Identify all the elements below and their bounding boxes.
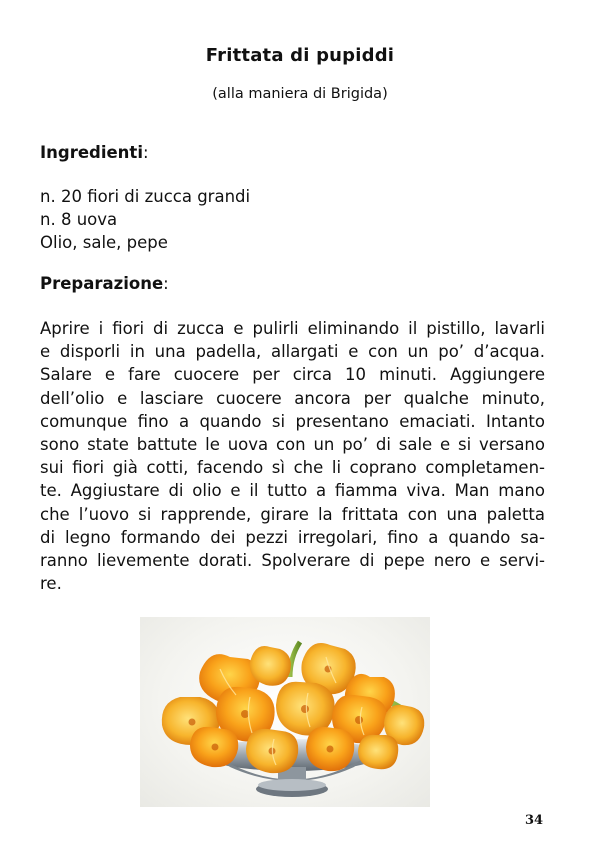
preparation-text: [40, 317, 545, 595]
ingredients-heading: [40, 143, 149, 162]
ingredient-item: Olio, sale, pepe: [40, 233, 168, 252]
ingredients-heading-label: Ingredienti: [40, 143, 143, 162]
preparation-line: re.: [40, 574, 62, 594]
recipe-title: Frittata di pupiddi: [205, 45, 395, 66]
preparation-line: comunque fino a quando si presentano emaciati. Intanto: [40, 411, 545, 431]
preparation-line: ranno lievemente dorati. Spolverare di pepe nero e servi-: [40, 551, 545, 571]
preparation-line: sono state battute le uova con un po’ di sale e si versano: [40, 435, 545, 455]
preparation-line: di legno formando dei pezzi irregolari, fino a quando sa-: [40, 527, 545, 547]
ingredient-item: n. 8 uova: [40, 210, 118, 229]
preparation-line: dell’olio e lasciare cuocere ancora per qualche minuto,: [40, 388, 545, 408]
zucchini-flowers-photo: [140, 617, 430, 807]
preparation-line: te. Aggiustare di olio e il tutto a fiamma viva. Man mano: [40, 481, 545, 501]
preparation-line: sui fiori già cotti, facendo sì che li coprano completamen-: [40, 458, 545, 478]
ingredients-list: [40, 185, 250, 254]
preparation-line: Salare e fare cuocere per circa 10 minuti. Aggiungere: [40, 365, 545, 385]
zucchini-flowers-illustration: [140, 617, 430, 807]
preparation-line: che l’uovo si rapprende, girare la frittata con una paletta: [40, 504, 545, 524]
preparation-line: e disporli in una padella, allargati e con un po’ d’acqua.: [40, 342, 545, 362]
preparation-line: Aprire i fiori di zucca e pulirli eliminando il pistillo, lavarli: [40, 319, 545, 338]
recipe-subtitle: (alla maniera di Brigida): [212, 86, 388, 102]
ingredients-heading-colon: :: [142, 143, 149, 162]
page-number: 34: [525, 813, 544, 828]
preparation-heading-label: Preparazione: [40, 274, 164, 293]
preparation-heading: [40, 274, 169, 293]
preparation-heading-colon: :: [163, 274, 169, 293]
ingredient-item: n. 20 fiori di zucca grandi: [40, 187, 251, 206]
